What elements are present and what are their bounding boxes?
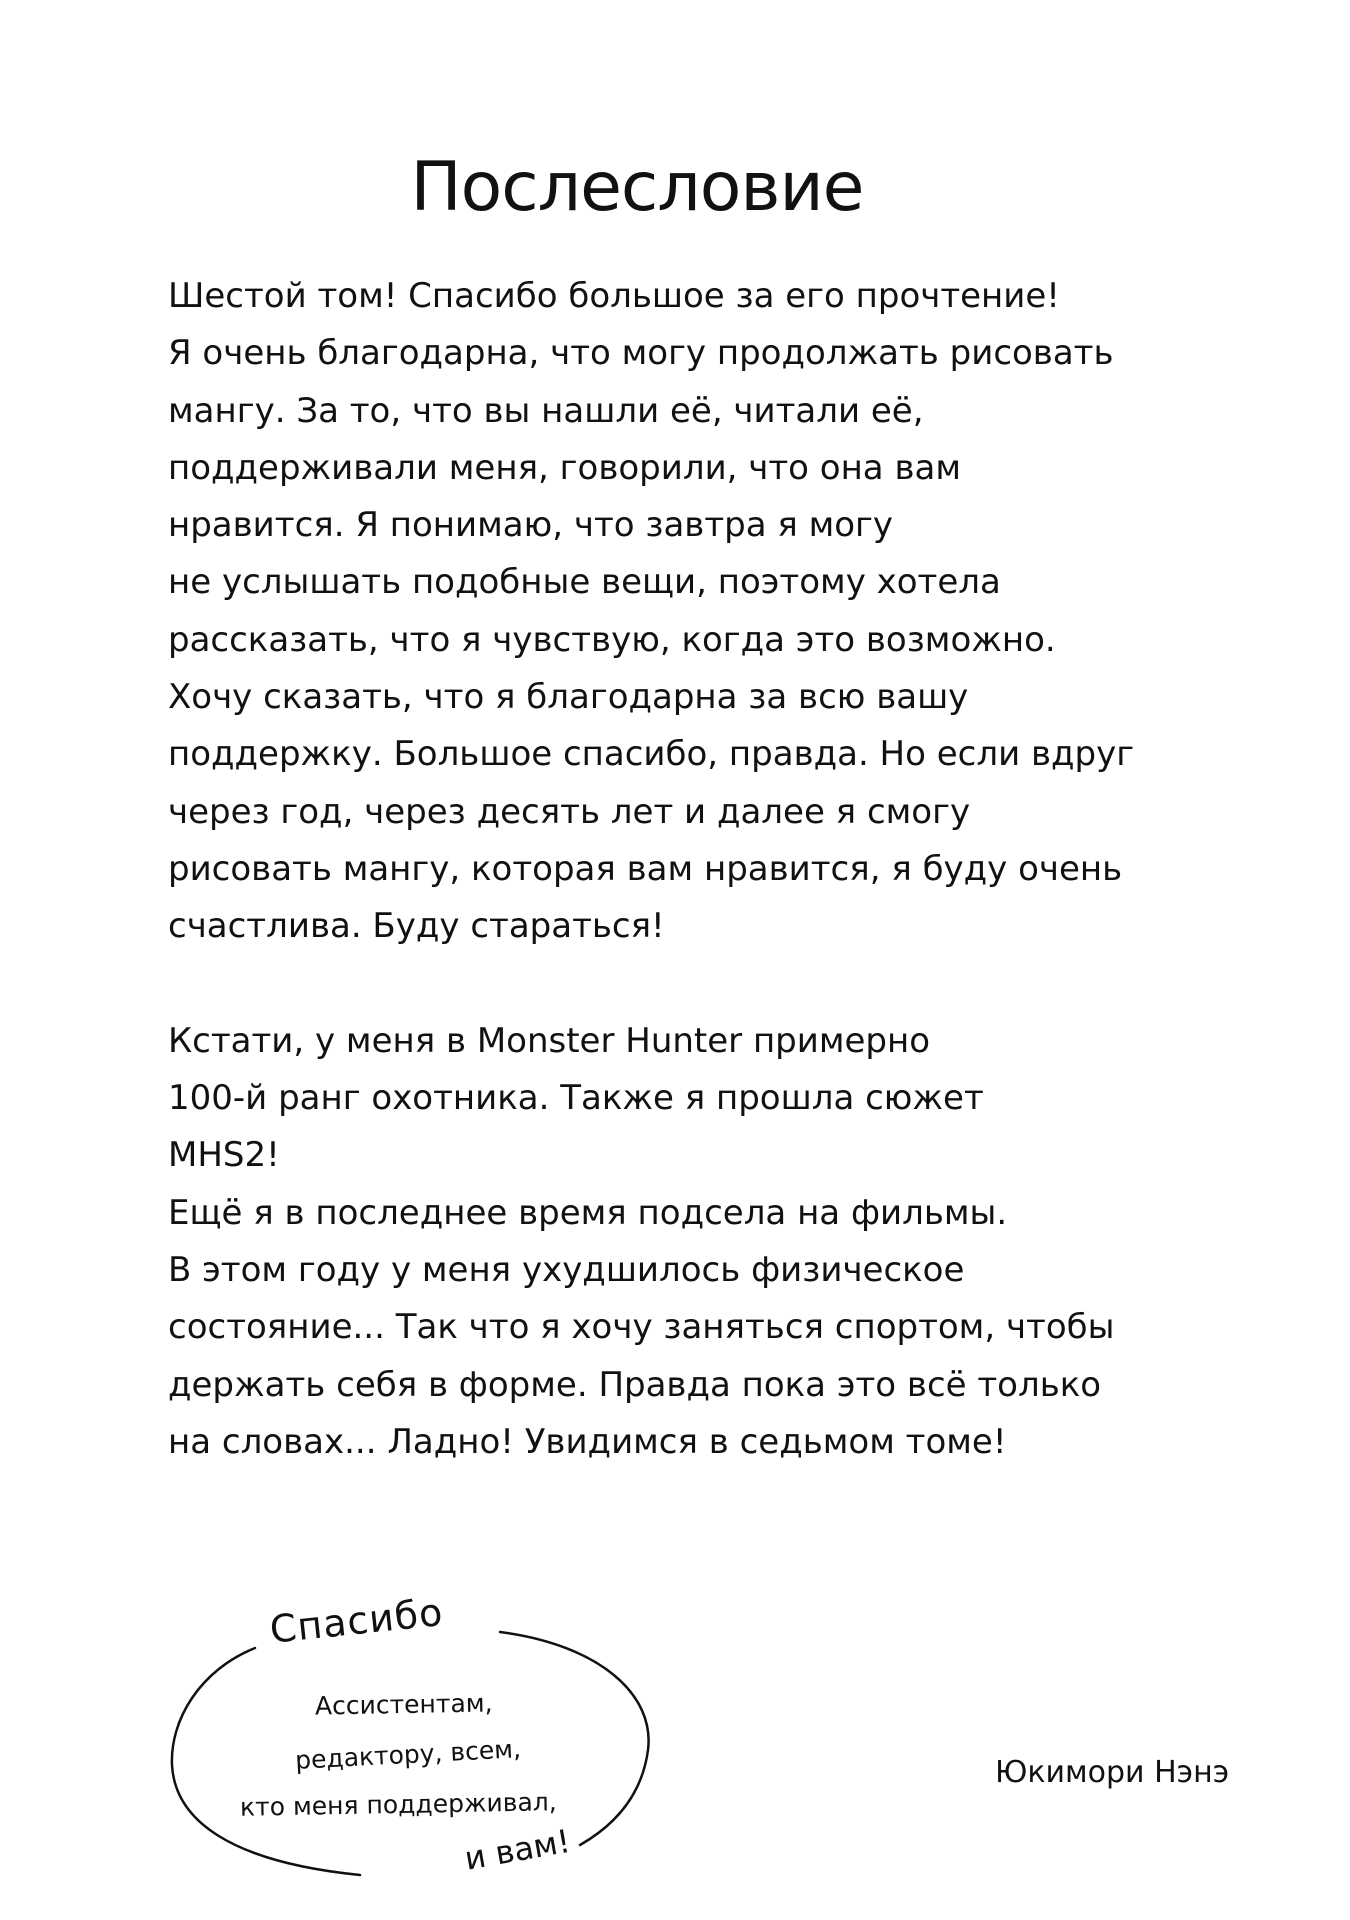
text-line: поддерживали меня, говорили, что она вам (168, 447, 961, 488)
author-signature: Юкимори Нэнэ (995, 1755, 1230, 1790)
text-line: не услышать подобные вещи, поэтому хотела (168, 562, 1001, 603)
text-line: держать себя в форме. Правда пока это всё только (168, 1364, 1102, 1405)
text-line: на словах... Ладно! Увидимся в седьмом томе! (168, 1421, 1007, 1462)
text-line: нравится. Я понимаю, что завтра я могу (168, 505, 894, 546)
text-line: Кстати, у меня в Monster Hunter примерно (168, 1020, 931, 1061)
page-title: Послесловие (410, 148, 864, 227)
text-line: MHS2! (168, 1135, 280, 1176)
text-line: через год, через десять лет и далее я смогу (168, 791, 971, 832)
thanks-line: кто меня поддерживал, (239, 1787, 557, 1822)
text-line: Я очень благодарна, что могу продолжать рисовать (168, 333, 1114, 374)
afterword-body (168, 268, 1218, 1471)
text-line: мангу. За то, что вы нашли её, читали её, (168, 390, 924, 431)
thanks-line: редактору, всем, (294, 1734, 522, 1775)
paragraph-gap (168, 956, 1218, 1013)
text-line: Хочу сказать, что я благодарна за всю вашу (168, 677, 969, 718)
text-line: состояние... Так что я хочу заняться спортом, чтобы (168, 1307, 1115, 1348)
text-line: Ещё я в последнее время подсела на фильмы. (168, 1192, 1008, 1233)
thanks-title: Спасибо (267, 1589, 446, 1652)
text-line: 100-й ранг охотника. Также я прошла сюжет (168, 1078, 984, 1119)
text-line: Шестой том! Спасибо большое за его прочтение! (168, 276, 1060, 316)
text-line: поддержку. Большое спасибо, правда. Но если вдруг (168, 734, 1135, 775)
text-line: счастлива. Буду стараться! (168, 906, 665, 947)
thanks-line: Ассистентам, (314, 1688, 493, 1721)
text-line: В этом году у меня ухудшилось физическое (168, 1250, 965, 1291)
thanks-bubble (160, 1589, 690, 1900)
text-line: рисовать мангу, которая вам нравится, я буду очень (168, 848, 1123, 889)
thanks-last-line: и вам! (461, 1821, 574, 1878)
text-line: рассказать, что я чувствую, когда это возможно. (168, 619, 1056, 660)
